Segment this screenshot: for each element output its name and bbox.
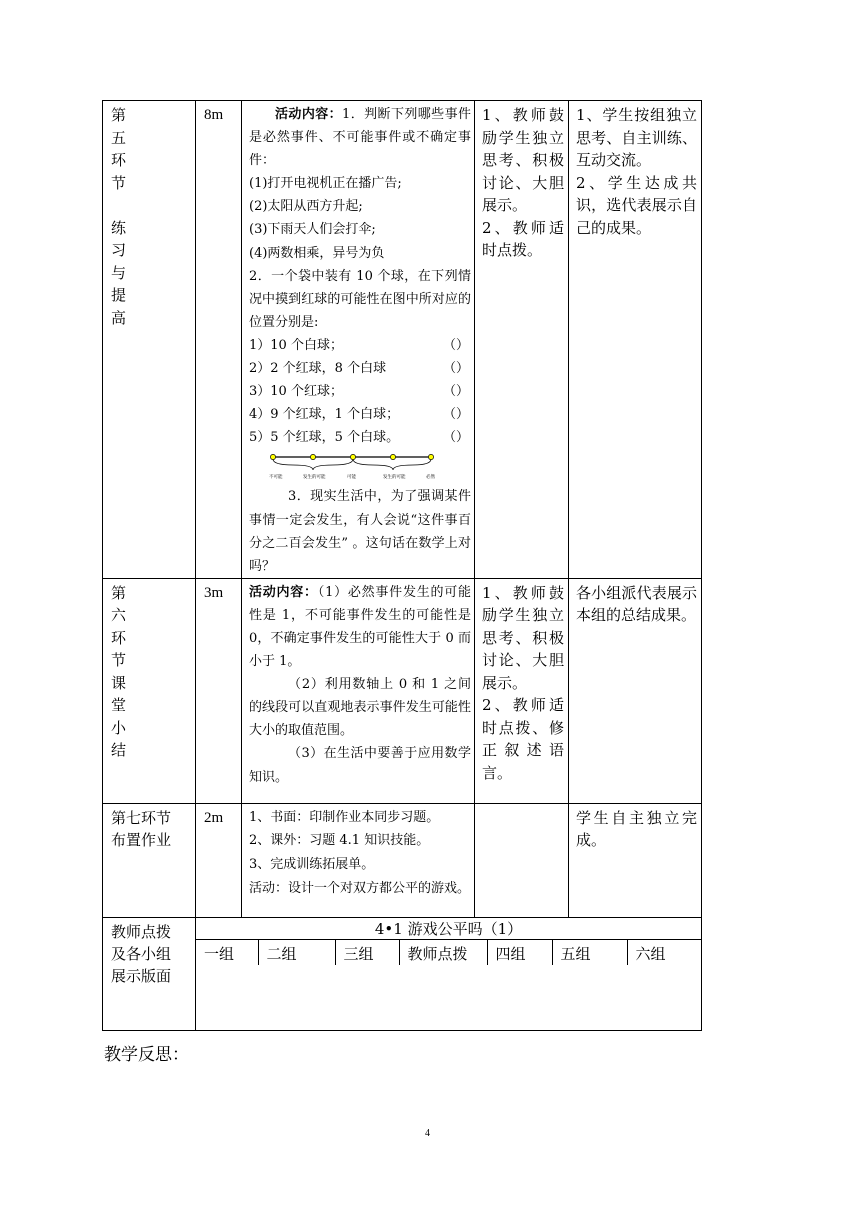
numline-label: 不可能 xyxy=(269,475,283,480)
numline-point xyxy=(428,455,433,460)
group-display-table xyxy=(196,918,701,966)
stage-row-6 xyxy=(103,578,702,803)
group-column-6: 六组 xyxy=(627,940,701,966)
student-activity-cell: 1、学生按组独立思考、自主训练、互动交流。 2、学生达成共识，选代表展示自己的成果。 xyxy=(569,101,702,579)
content-cell: 活动内容：（1）必然事件发生的可能性是 1，不可能事件发生的可能性是 0，不确定事件发生的可能性大于 0 而小于 1。 （2）利用数轴上 0 和 1 之间的线段可以直观地表示事件发生可能性大小的取值范围。 （3）在生活中要善于应用数学知识。 xyxy=(242,578,475,803)
time-cell: 2m xyxy=(196,803,242,917)
numline-point xyxy=(310,455,315,460)
display-row xyxy=(103,917,702,1030)
teacher-activity-cell xyxy=(475,803,569,917)
teaching-reflection-heading: 教学反思： xyxy=(104,1045,189,1065)
time-cell: 3m xyxy=(196,578,242,803)
numline-label: 发生的可能 xyxy=(383,475,406,480)
student-activity-cell: 学生自主独立完成。 xyxy=(569,803,702,917)
teacher-activity-cell: 1、教师鼓励学生独立思考、积极讨论、大胆展示。 2、教师适时点拨、修正叙述语言。 xyxy=(475,578,569,803)
teacher-activity-cell: 1、教师鼓励学生独立思考、积极讨论、大胆展示。 2、教师适时点拨。 xyxy=(475,101,569,579)
group-column-2: 二组 xyxy=(258,940,335,966)
lesson-plan-table xyxy=(102,100,702,1031)
stage-row-7 xyxy=(103,803,702,917)
numline-point xyxy=(350,455,355,460)
time-cell: 8m xyxy=(196,101,242,579)
numline-label: 可能 xyxy=(347,475,356,480)
numline-label: 发生的可能 xyxy=(303,475,326,480)
group-column-1: 一组 xyxy=(204,945,235,964)
stage-cell: 第七环节 布置作业 xyxy=(103,803,196,917)
group-column-5: 五组 xyxy=(552,940,627,966)
content-cell: 活动内容：1．判断下列哪些事件是必然事件、不可能事件或不确定事件： (1)打开电视机正在播广告; (2)太阳从西方升起; (3)下雨天人们会打伞; (4)两数相乘，异号为负 2．一个袋中装有 10 个球，在下列情况中摸到红球的可能性在图中所对应的位置分别是: 1）10 个白球； （） 2）2 个红球，8 个白球 （） 3）10 个红球； （） 4）9 个红球，1 个白球； （） 5）5 个红球，5 个白球。 （） 不可能 发生的可能 可能 发生的可能 必然 3．现实生活中，为了强调某件事情一定会发生，有人会说“这件事百分之二百会发生” 。这句话在数学上对吗？ xyxy=(242,101,475,579)
numline-point xyxy=(270,455,275,460)
display-title: 4•1 游戏公平吗（1） xyxy=(196,918,701,940)
group-column-3: 三组 xyxy=(335,940,399,966)
stage-cell: 第 五 环 节 练 习 与 提 高 xyxy=(103,101,196,579)
probability-number-line xyxy=(263,451,443,479)
teacher-column: 教师点拨 xyxy=(399,940,487,966)
numline-point xyxy=(390,455,395,460)
content-cell: 1、书面：印制作业本同步习题。 2、课外：习题 4.1 知识技能。 3、完成训练拓展单。 活动：设计一个对双方都公平的游戏。 xyxy=(242,803,475,917)
display-board-cell xyxy=(196,917,702,1030)
page-number: 4 xyxy=(425,1128,430,1139)
numline-label: 必然 xyxy=(426,475,435,480)
group-column-4: 四组 xyxy=(487,940,552,966)
student-activity-cell: 各小组派代表展示本组的总结成果。 xyxy=(569,578,702,803)
stage-cell: 第 六 环 节 课 堂 小 结 xyxy=(103,578,196,803)
display-label-cell: 教师点拨 及各小组 展示版面 xyxy=(103,917,196,1030)
stage-row-5 xyxy=(103,101,702,579)
